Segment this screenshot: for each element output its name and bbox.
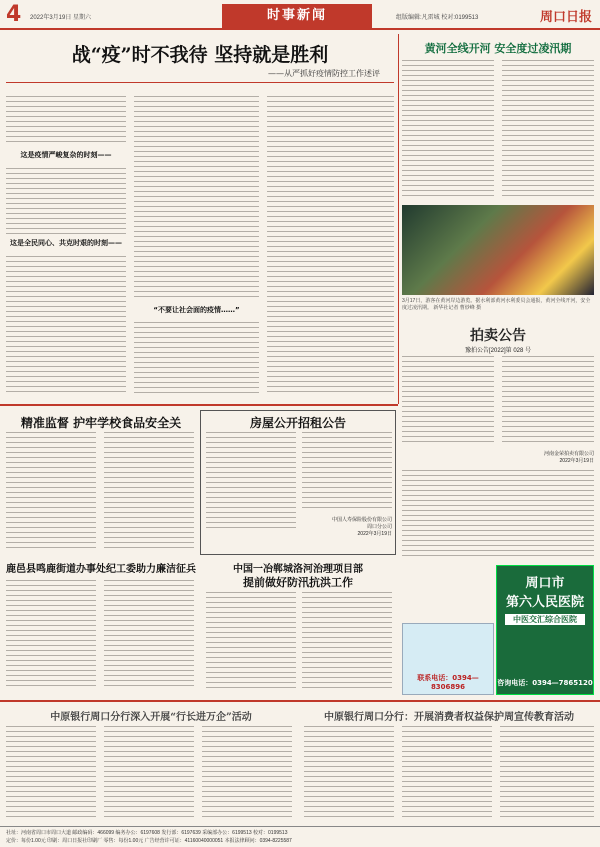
editor-info: 组版编辑:凡雷城 校对:0199513 <box>396 15 479 21</box>
rental-notice-footer: 中国人寿保险股份有限公司 周口分公司 2022年3月19日 <box>331 517 392 537</box>
hospital-ad-phone: 咨询电话：0394—7865120 <box>497 679 593 687</box>
yellow-river-photo <box>402 205 594 295</box>
divider <box>0 404 398 406</box>
flood-body-col2 <box>302 592 392 692</box>
main-subheadline: ——从严抓好疫情防控工作述评 <box>268 69 380 78</box>
bank-right-body-col3 <box>500 726 594 821</box>
section-title: 时事新闻 <box>222 4 372 28</box>
right-headline: 黄河全线开河 安全度过凌汛期 <box>424 42 572 55</box>
hospital-ad-title: 周口市 <box>525 576 565 591</box>
notice-body-col1 <box>402 356 494 446</box>
recruit-body-col1 <box>6 580 96 690</box>
flood-body-col1 <box>206 592 296 692</box>
recruit-body-col2 <box>104 580 194 690</box>
notice-title: 拍卖公告 <box>470 328 526 344</box>
right-body-col2 <box>502 60 594 200</box>
divider <box>6 82 394 83</box>
bank-bottom-left-headline: 中原银行周口分行深入开展“行长进万企”活动 <box>50 712 252 723</box>
bank-left-body-col2 <box>104 726 194 821</box>
main-body-col1 <box>6 96 126 144</box>
rental-body-col1 <box>206 432 296 532</box>
divider <box>0 700 600 702</box>
main-body-col2b <box>134 322 259 396</box>
newspaper-logo: 周口日报 <box>539 10 592 25</box>
hospital-ad <box>496 565 594 695</box>
footer-line-1: 社址：河南省周口市周口大道 邮政编码：466099 编务办公：6197608 发行部：6197639 采编部办公：6199513 校对：0199513 <box>6 830 288 836</box>
page-number: 4 <box>6 2 22 27</box>
bank-bottom-right-headline: 中原银行周口分行：开展消费者权益保护周宣传教育活动 <box>324 712 574 723</box>
rental-notice-title: 房屋公开招租公告 <box>249 416 346 430</box>
flood-headline: 中国一冶郸城洛河治理项目部 <box>233 564 363 575</box>
bank-left-body-col3 <box>202 726 292 821</box>
right-body-col1 <box>402 60 494 200</box>
food-safety-body-col1 <box>6 432 96 552</box>
main-pull-quote3: “不要让社会面的疫情……” <box>153 306 240 314</box>
recruit-headline: 鹿邑县鸣鹿街道办事处纪工委助力廉洁征兵 <box>6 564 196 575</box>
hospital-ad-title-2: 第六人民医院 <box>505 595 584 610</box>
right-lower-text <box>402 470 594 560</box>
photo-caption: 3月17日，游客在黄河岸边游览。据水利部黄河水利委员会通报，黄河全线开河，安全度过凌汛期。 新华社记者 曹炒峰 摄 <box>402 298 591 311</box>
main-pull-quote2: 这是全民同心、共克时艰的时刻—— <box>10 239 122 247</box>
bank-right-body-col2 <box>402 726 492 821</box>
flood-headline-2: 提前做好防汛抗洪工作 <box>243 576 353 589</box>
page-footer <box>0 826 600 847</box>
bank-right-body-col1 <box>304 726 394 821</box>
bank-left-body-col1 <box>6 726 96 821</box>
divider <box>398 34 399 404</box>
bank-ad <box>402 623 494 695</box>
main-body-col3 <box>267 96 394 396</box>
main-headline: 战“疫”时不我待 坚持就是胜利 <box>71 44 329 66</box>
bank-ad-phone: 联系电话：0394—8306896 <box>417 674 479 691</box>
notice-body-col2 <box>502 356 594 446</box>
food-safety-headline: 精准监督 护牢学校食品安全关 <box>20 416 182 430</box>
hospital-ad-sub: 中医交汇综合医院 <box>505 614 585 625</box>
issue-date: 2022年3月19日 星期六 <box>30 15 92 21</box>
main-body-col1c <box>6 256 126 396</box>
main-body-col2 <box>134 96 259 301</box>
notice-number: 豫拍公告[2022]第 028 号 <box>464 348 532 354</box>
notice-footer: 河南金荣拍卖有限公司 2022年3月19日 <box>543 451 594 464</box>
footer-line-2: 定价：每份1.00元 印刷：周口日报社印刷厂 零售：每份1.00元 广告经营许可证：41160040000051 本报法律顾问：0394-8225587 <box>6 838 292 844</box>
main-pull-quote: 这是疫情严峻复杂的时刻—— <box>20 151 112 159</box>
page-header <box>0 0 600 30</box>
rental-body-col2 <box>302 432 392 512</box>
food-safety-body-col2 <box>104 432 194 552</box>
main-body-col1b <box>6 168 126 234</box>
